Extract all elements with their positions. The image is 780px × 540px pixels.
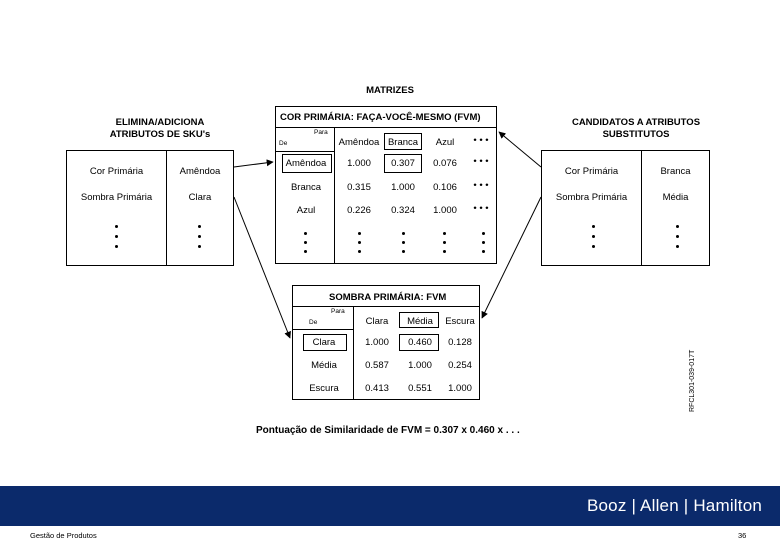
similarity-score-formula: Pontuação de Similaridade de FVM = 0.307 x 0.460 x . . . <box>256 425 520 436</box>
color-row-label: Azul <box>296 205 316 216</box>
shade-row-label: Média <box>311 360 337 371</box>
row-ellipsis: • • • <box>473 156 489 167</box>
left-panel-title-line1: ELIMINA/ADICIONA <box>115 117 205 128</box>
row-ellipsis: • • • <box>473 203 489 214</box>
left-row1-value: Amêndoa <box>179 166 221 177</box>
shade-value: 0.128 <box>448 337 472 348</box>
matrices-title: MATRIZES <box>366 85 414 96</box>
shade-value: 0.254 <box>448 360 472 371</box>
color-col-header: Azul <box>435 137 455 148</box>
from-label: De <box>279 140 288 147</box>
left-panel-title-line2: ATRIBUTOS DE SKU's <box>109 129 211 140</box>
right-row1-attr: Cor Primária <box>564 166 619 177</box>
color-value: 0.106 <box>433 182 457 193</box>
from-label: De <box>309 319 318 326</box>
color-row-label: Branca <box>290 182 322 193</box>
arrow-left-to-shade-matrix <box>234 197 290 338</box>
color-value: 0.307 <box>391 158 415 169</box>
color-value: 1.000 <box>391 182 415 193</box>
color-col-header: Amêndoa <box>338 137 380 148</box>
arrow-right-to-shade-matrix <box>482 197 541 318</box>
color-value: 0.324 <box>391 205 415 216</box>
color-value: 1.000 <box>433 205 457 216</box>
shade-matrix-title: SOMBRA PRIMÁRIA: FVM <box>329 292 447 303</box>
right-row1-value: Branca <box>660 166 691 177</box>
shade-value: 0.413 <box>365 383 389 394</box>
left-row1-attr: Cor Primária <box>89 166 144 177</box>
right-panel-title-line2: SUBSTITUTOS <box>602 129 670 140</box>
shade-value: 1.000 <box>408 360 432 371</box>
color-value: 1.000 <box>347 158 371 169</box>
color-value: 0.226 <box>347 205 371 216</box>
shade-col-header: Média <box>407 316 433 327</box>
page-number: 36 <box>738 531 747 540</box>
row-ellipsis: • • • <box>473 180 489 191</box>
shade-value: 0.551 <box>408 383 432 394</box>
brand-logo: Booz | Allen | Hamilton <box>586 496 762 515</box>
color-col-header: Branca <box>387 137 419 148</box>
shade-row-label: Clara <box>312 337 336 348</box>
color-matrix-title: COR PRIMÁRIA: FAÇA-VOCÊ-MESMO (FVM) <box>280 112 481 123</box>
shade-value: 1.000 <box>448 383 472 394</box>
column-ellipsis: • • • <box>473 135 489 146</box>
to-label: Para <box>314 129 328 136</box>
right-row2-attr: Sombra Primária <box>555 192 628 203</box>
right-row2-value: Média <box>662 192 689 203</box>
color-value: 0.076 <box>433 158 457 169</box>
footer-band <box>0 486 780 526</box>
left-row2-value: Clara <box>188 192 212 203</box>
color-row-label: Amêndoa <box>285 158 327 169</box>
shade-col-header: Clara <box>365 316 389 327</box>
arrow-right-to-color-matrix <box>499 132 541 167</box>
shade-value: 1.000 <box>365 337 389 348</box>
arrow-left-to-color-matrix <box>234 162 273 167</box>
right-panel-title-line1: CANDIDATOS A ATRIBUTOS <box>571 117 701 128</box>
shade-value: 0.587 <box>365 360 389 371</box>
shade-value: 0.460 <box>408 337 432 348</box>
left-row2-attr: Sombra Primária <box>80 192 153 203</box>
color-value: 0.315 <box>347 182 371 193</box>
footer-section-name: Gestão de Produtos <box>30 531 97 540</box>
shade-row-label: Escura <box>309 383 339 394</box>
side-reference-code: RFCL301-039-017T <box>689 349 696 412</box>
to-label: Para <box>331 308 345 315</box>
shade-col-header: Escura <box>445 316 475 327</box>
